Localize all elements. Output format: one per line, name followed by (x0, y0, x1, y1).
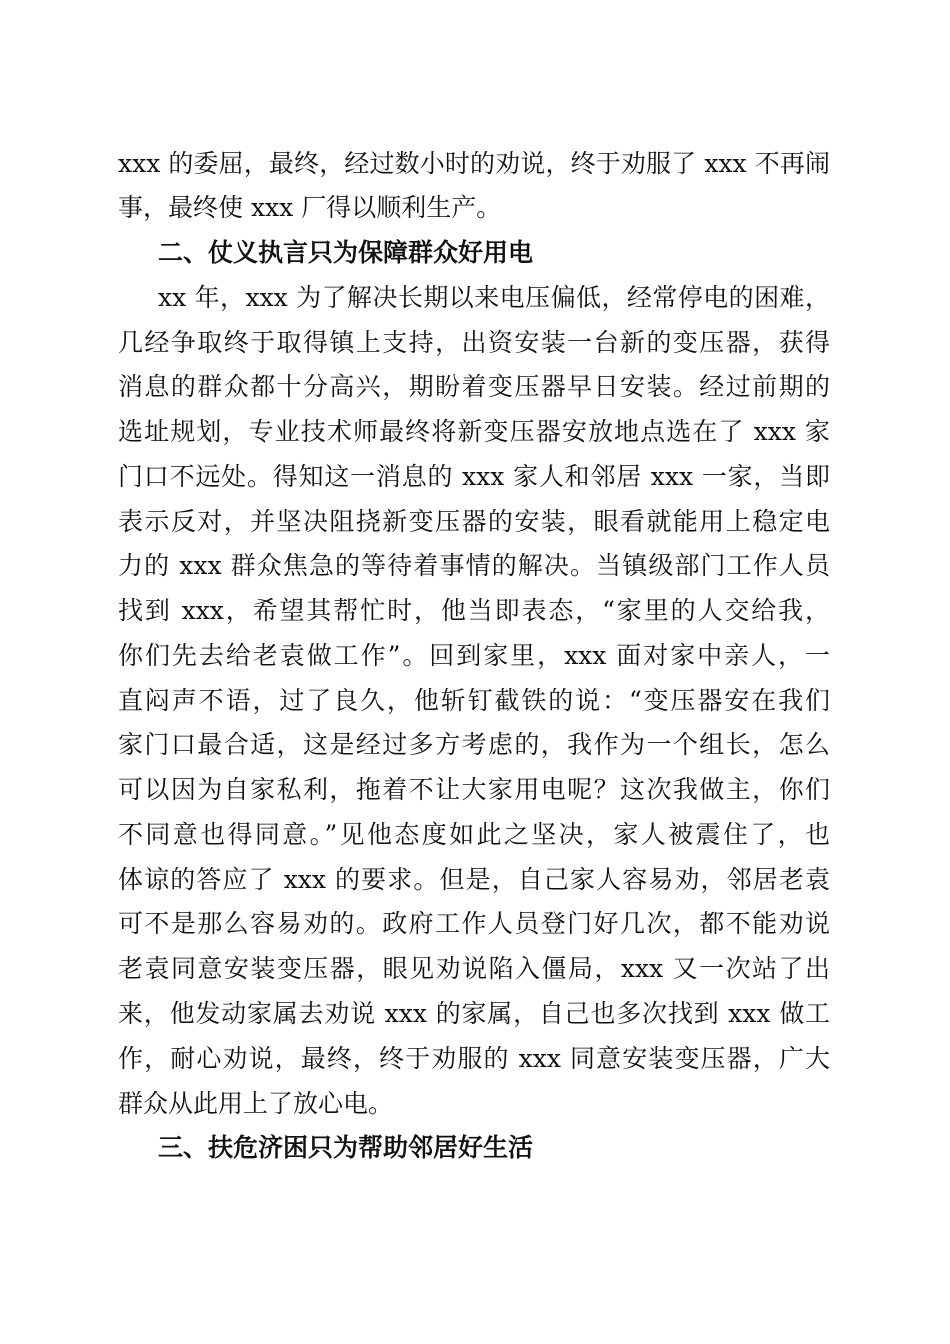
paragraph-line: 事，最终使 xxx 厂得以顺利生产。 (118, 193, 502, 222)
paragraph-line: 作，耐心劝说，最终，终于劝服的 xxx 同意安装变压器，广大 (118, 1044, 830, 1073)
paragraph-line: 找到 xxx，希望其帮忙时，他当即表态，“家里的人交给我， (118, 596, 830, 625)
paragraph-line: 来，他发动家属去劝说 xxx 的家属，自己也多次找到 xxx 做工 (118, 999, 830, 1028)
paragraph-line: 老袁同意安装变压器，眼见劝说陷入僵局，xxx 又一次站了出 (118, 954, 830, 983)
paragraph-line: 家门口最合适，这是经过多方考虑的，我作为一个组长，怎么 (118, 730, 830, 759)
paragraph-line: 可不是那么容易劝的。政府工作人员登门好几次，都不能劝说 (118, 909, 830, 938)
paragraph-line: 体谅的答应了 xxx 的要求。但是，自己家人容易劝，邻居老袁 (118, 865, 830, 894)
paragraph-line: xxx 的委屈，最终，经过数小时的劝说，终于劝服了 xxx 不再闹 (118, 149, 830, 178)
paragraph-line: 群众从此用上了放心电。 (118, 1089, 394, 1118)
paragraph-line: 几经争取终于取得镇上支持，出资安装一台新的变压器，获得 (118, 328, 830, 357)
paragraph-line: 直闷声不语，过了良久，他斩钉截铁的说：“变压器安在我们 (118, 686, 830, 715)
paragraph-line: 可以因为自家私利，拖着不让大家用电呢？这次我做主，你们 (118, 775, 830, 804)
paragraph-line: 消息的群众都十分高兴，期盼着变压器早日安装。经过前期的 (118, 372, 830, 401)
paragraph-line: 你们先去给老袁做工作”。回到家里，xxx 面对家中亲人，一 (118, 641, 830, 670)
paragraph-line: 选址规划，专业技术师最终将新变压器安放地点选在了 xxx 家 (118, 417, 830, 446)
paragraph-line: 不同意也得同意。”见他态度如此之坚决，家人被震住了，也 (118, 820, 830, 849)
paragraph-line: xx 年，xxx 为了解决长期以来电压偏低，经常停电的困难， (158, 283, 830, 312)
paragraph-line: 表示反对，并坚决阻挠新变压器的安装，眼看就能用上稳定电 (118, 507, 830, 536)
section-heading: 三、扶危济困只为帮助邻居好生活 (158, 1133, 534, 1162)
paragraph-line: 力的 xxx 群众焦急的等待着事情的解决。当镇级部门工作人员 (118, 551, 830, 580)
paragraph-line: 门口不远处。得知这一消息的 xxx 家人和邻居 xxx 一家，当即 (118, 462, 830, 491)
section-heading: 二、仗义执言只为保障群众好用电 (158, 238, 534, 267)
